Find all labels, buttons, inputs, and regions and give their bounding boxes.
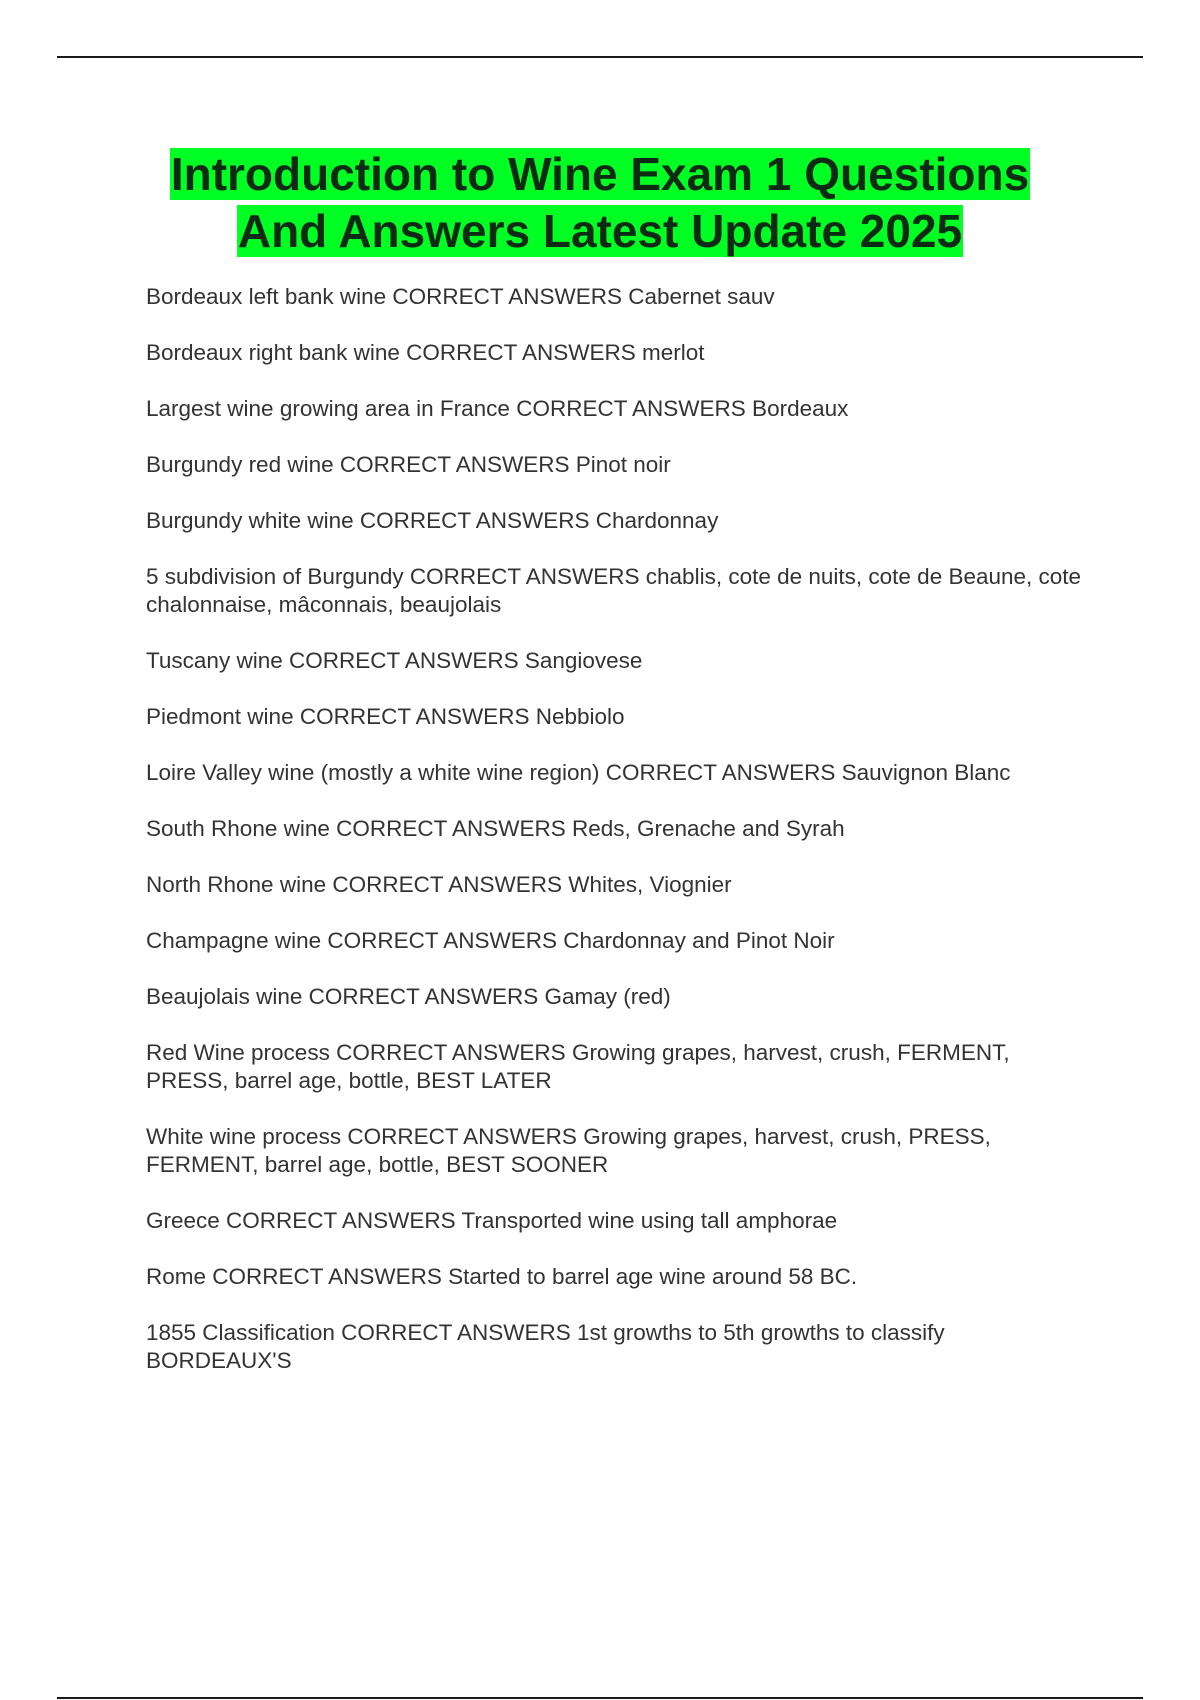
qa-item: White wine process CORRECT ANSWERS Growing grapes, harvest, crush, PRESS, FERMENT, barrel age, bottle, BEST SOONER (146, 1124, 991, 1177)
qa-item: Greece CORRECT ANSWERS Transported wine using tall amphorae (146, 1208, 838, 1233)
qa-item: Red Wine process CORRECT ANSWERS Growing grapes, harvest, crush, FERMENT, PRESS, barrel age, bottle, BEST LATER (146, 1040, 1010, 1093)
qa-item: Burgundy red wine CORRECT ANSWERS Pinot noir (146, 452, 671, 477)
qa-item: Burgundy white wine CORRECT ANSWERS Chardonnay (146, 508, 719, 533)
qa-item: Beaujolais wine CORRECT ANSWERS Gamay (red) (146, 984, 671, 1009)
top-rule (57, 56, 1143, 58)
title-line-1: Introduction to Wine Exam 1 Questions (170, 148, 1030, 200)
document-title (60, 146, 1140, 260)
qa-item: Champagne wine CORRECT ANSWERS Chardonnay and Pinot Noir (146, 928, 835, 953)
qa-item: Bordeaux right bank wine CORRECT ANSWERS merlot (146, 340, 705, 365)
qa-item: North Rhone wine CORRECT ANSWERS Whites, Viognier (146, 872, 732, 897)
qa-item: 5 subdivision of Burgundy CORRECT ANSWERS chablis, cote de nuits, cote de Beaune, cote chalonnaise, mâconnais, beaujolais (146, 564, 1082, 617)
qa-item: 1855 Classification CORRECT ANSWERS 1st growths to 5th growths to classify BORDEAUX'S (146, 1320, 945, 1373)
qa-item: Bordeaux left bank wine CORRECT ANSWERS Cabernet sauv (146, 284, 775, 309)
qa-item: Rome CORRECT ANSWERS Started to barrel age wine around 58 BC. (146, 1264, 858, 1289)
qa-item: Piedmont wine CORRECT ANSWERS Nebbiolo (146, 704, 625, 729)
bottom-rule (57, 1697, 1143, 1699)
qa-item: South Rhone wine CORRECT ANSWERS Reds, Grenache and Syrah (146, 816, 845, 841)
qa-item: Tuscany wine CORRECT ANSWERS Sangiovese (146, 648, 643, 673)
qa-item: Largest wine growing area in France CORRECT ANSWERS Bordeaux (146, 396, 849, 421)
qa-item: Loire Valley wine (mostly a white wine region) CORRECT ANSWERS Sauvignon Blanc (146, 760, 1011, 785)
qa-list (146, 283, 1096, 1403)
title-line-2: And Answers Latest Update 2025 (237, 205, 963, 257)
